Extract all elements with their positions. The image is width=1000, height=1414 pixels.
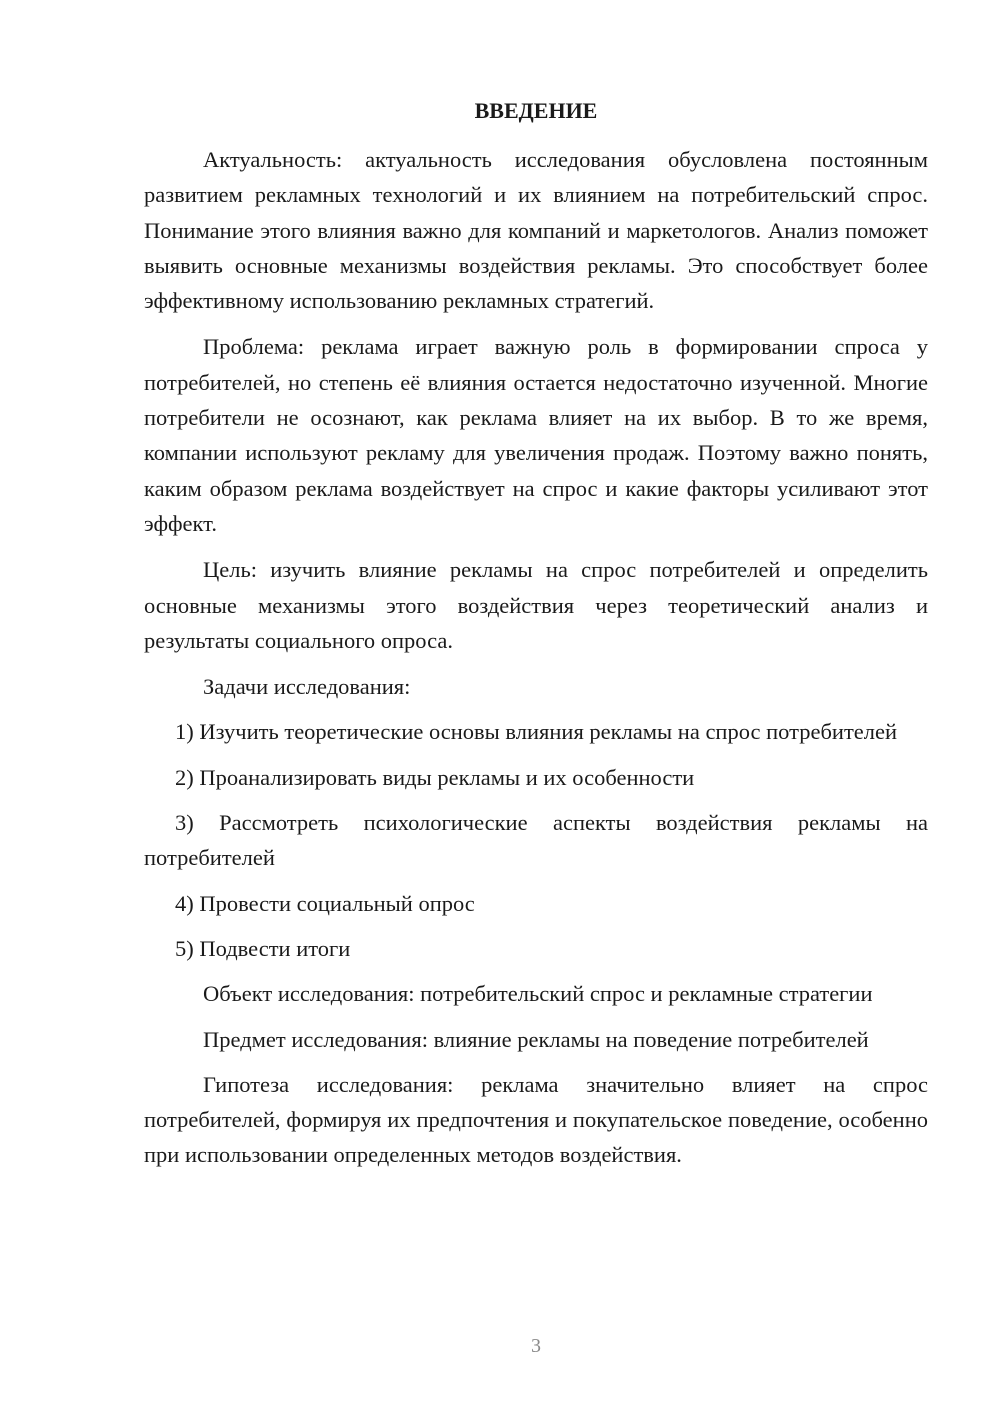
task-item-5: 5) Подвести итоги bbox=[175, 935, 351, 961]
tasks-heading: Задачи исследования: bbox=[203, 674, 411, 700]
task-item-1: 1) Изучить теоретические основы влияния рекламы на спрос потребителей bbox=[175, 719, 898, 745]
subject-paragraph: Предмет исследования: влияние рекламы на поведение потребителей bbox=[203, 1026, 869, 1052]
page-title: ВВЕДЕНИЕ bbox=[474, 98, 598, 123]
page-number: 3 bbox=[531, 1335, 541, 1357]
hypothesis-paragraph: Гипотеза исследования: реклама значительно влияет на спрос потребителей, формируя их предпочтения и покупательское поведение, особенно при использовании определенных методов воздействия. bbox=[144, 1071, 928, 1168]
task-item-2: 2) Проанализировать виды рекламы и их особенности bbox=[175, 764, 695, 790]
task-item-4: 4) Провести социальный опрос bbox=[175, 890, 475, 916]
goal-paragraph: Цель: изучить влияние рекламы на спрос потребителей и определить основные механизмы этого воздействия через теоретический анализ и результаты социального опроса. bbox=[144, 557, 928, 653]
problem-paragraph: Проблема: реклама играет важную роль в формировании спроса у потребителей, но степень её влияния остается недостаточно изученной. Многие потребители не осознают, как реклама влияет на их выбор. В то же время, компании используют рекламу для увеличения продаж. Поэтому важно понять, каким образом реклама воздействует на спрос и какие факторы усиливают этот эффект. bbox=[144, 334, 928, 536]
document-body bbox=[144, 142, 928, 1173]
object-paragraph: Объект исследования: потребительский спрос и рекламные стратегии bbox=[203, 981, 873, 1007]
relevance-paragraph: Актуальность: актуальность исследования обусловлена постоянным развитием рекламных технологий и их влиянием на потребительский спрос. Понимание этого влияния важно для компаний и маркетологов. Анализ поможет выявить основные механизмы воздействия рекламы. Это способствует более эффективному использованию рекламных стратегий. bbox=[144, 147, 928, 314]
task-item-3: 3) Рассмотреть психологические аспекты воздействия рекламы на потребителей bbox=[144, 810, 928, 871]
